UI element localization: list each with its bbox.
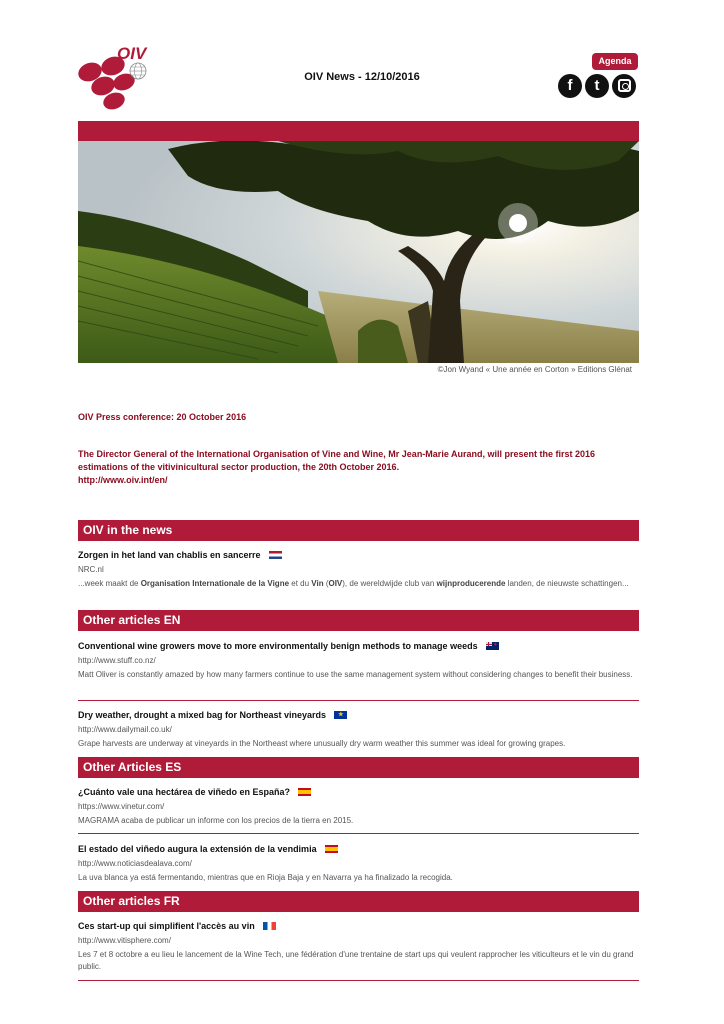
section-other-articles-es: Other Articles ES [78,757,639,778]
article-description: MAGRAMA acaba de publicar un informe con los precios de la tierra en 2015. [78,816,354,825]
article-nrc [78,549,639,590]
article-divider [78,980,639,981]
twitter-icon[interactable]: t [585,74,609,98]
press-body: The Director General of the International Organisation of Vine and Wine, Mr Jean-Marie Aurand, will present the first 2016 estimations of the vitivinicultural sector production, the 20th October 2016. [78,449,596,472]
article-vitisphere [78,920,639,973]
article-dailymail [78,709,639,750]
article-divider [78,833,639,834]
article-description: Matt Oliver is constantly amazed by how many farmers continue to use the same management system without considering changes to benefit their business. [78,670,633,679]
article-description: ...week maakt de Organisation Internationale de la Vigne et du Vin (OIV), de wereldwijde club van wijnproducerende landen, de nieuwste schattingen... [78,579,629,588]
article-stuff [78,640,639,681]
facebook-icon[interactable]: f [558,74,582,98]
press-conference-text [78,448,644,487]
vineyard-hero-image [78,141,639,363]
article-source[interactable]: http://www.dailymail.co.uk/ [78,725,172,734]
article-title[interactable]: ¿Cuánto vale una hectárea de viñedo en España? [78,787,291,797]
instagram-icon[interactable] [612,74,636,98]
page-title: OIV News - 12/10/2016 [304,71,420,83]
article-title[interactable]: Dry weather, drought a mixed bag for Northeast vineyards [78,710,327,720]
article-vinetur [78,786,639,827]
section-oiv-in-the-news: OIV in the news [78,520,639,541]
new-zealand-flag-icon [486,642,499,650]
article-divider [78,700,639,701]
article-description: La uva blanca ya está fermentando, mientras que en Rioja Baja y en Navarra ya ha finalizado la recogida. [78,873,453,882]
article-title[interactable]: Zorgen in het land van chablis en sancerre [78,550,261,560]
section-other-articles-en: Other articles EN [78,610,639,631]
article-title[interactable]: Ces start-up qui simplifient l'accès au vin [78,921,255,931]
spain-flag-icon [298,788,311,796]
section-other-articles-fr: Other articles FR [78,891,639,912]
article-description: Les 7 et 8 octobre a eu lieu le lancement de la Wine Tech, une fédération d'une trentaine de start ups qui veulent rapprocher les viticulteurs et le vin du grand public. [78,950,634,971]
france-flag-icon [263,922,276,930]
article-alava [78,843,639,884]
article-source[interactable]: NRC.nl [78,565,104,574]
netherlands-flag-icon [269,551,282,559]
article-title[interactable]: El estado del viñedo augura la extensión de la vendimia [78,844,317,854]
article-title[interactable]: Conventional wine growers move to more environmentally benign methods to manage weeds [78,641,478,651]
article-source[interactable]: http://www.stuff.co.nz/ [78,656,156,665]
eu-flag-icon [334,711,347,719]
spain-flag-icon [325,845,338,853]
article-description: Grape harvests are underway at vineyards in the Northeast where unusually dry warm weather this summer was ideal for growing grapes. [78,739,566,748]
agenda-button[interactable]: Agenda [592,53,638,70]
article-source[interactable]: https://www.vinetur.com/ [78,802,165,811]
press-link[interactable]: http://www.oiv.int/en/ [78,475,168,485]
article-source[interactable]: http://www.vitisphere.com/ [78,936,171,945]
header-band [78,121,639,141]
press-conference-heading: OIV Press conference: 20 October 2016 [78,412,247,422]
article-source[interactable]: http://www.noticiasdealava.com/ [78,859,192,868]
logo-text: OIV [117,44,147,63]
image-caption: ©Jon Wyand « Une année en Corton » Editions Glénat [437,365,632,374]
